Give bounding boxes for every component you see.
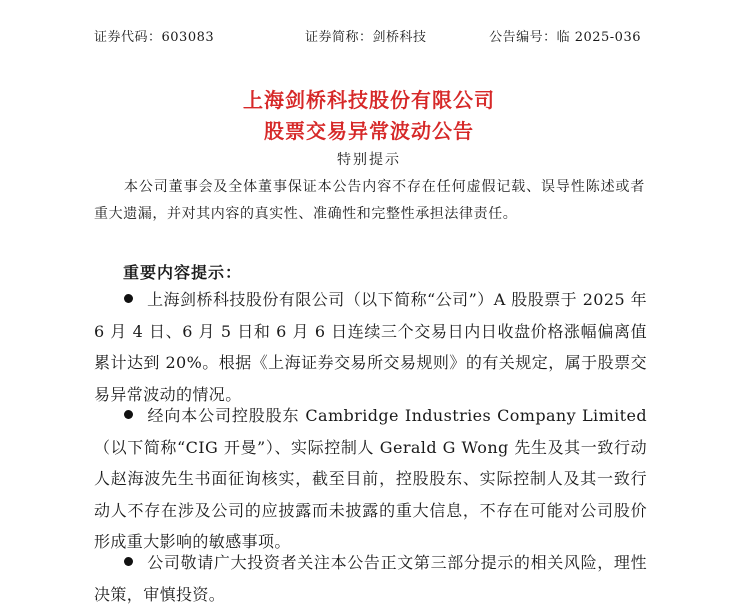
company-title: 上海剑桥科技股份有限公司 <box>243 88 495 112</box>
key-point-text: 经向本公司控股股东 Cambridge Industries Company Limited（以下简称“CIG 开曼”）、实际控制人 Gerald G Wong 先生及其一致行动人赵海波先生书面征询核实，截至目前，控股股东、实际控制人及其一致行动人不存在涉及公司的应披露而未披露的重大信息，不存在可能对公司股价形成重大影响的敏感事项。 <box>94 406 647 551</box>
bullet-icon <box>124 557 133 566</box>
announcement-title: 股票交易异常波动公告 <box>264 119 474 143</box>
stock-code: 证券代码：603083 <box>94 30 215 45</box>
key-point-item <box>94 284 647 410</box>
board-statement: 本公司董事会及全体董事保证本公告内容不存在任何虚假记载、误导性陈述或者重大遗漏，并对其内容的真实性、准确性和完整性承担法律责任。 <box>94 179 645 222</box>
bullet-icon <box>124 410 133 419</box>
key-point-text: 上海剑桥科技股份有限公司（以下简称“公司”）A 股股票于 2025 年 6 月 4 日、6 月 5 日和 6 月 6 日连续三个交易日内日收盘价格涨幅偏离值累计达到 20%。根据《上海证券交易所交易规则》的有关规定，属于股票交易异常波动的情况。 <box>94 290 647 404</box>
key-points-heading: 重要内容提示： <box>123 263 243 282</box>
special-notice-heading: 特别提示 <box>337 152 401 168</box>
bullet-icon <box>124 294 133 303</box>
key-point-item <box>94 400 647 558</box>
stock-name: 证券简称：剑桥科技 <box>305 30 427 45</box>
announcement-number: 公告编号：临 2025-036 <box>489 30 641 45</box>
key-point-text: 公司敬请广大投资者关注本公告正文第三部分提示的相关风险，理性决策，审慎投资。 <box>94 553 647 604</box>
key-point-item <box>94 547 647 610</box>
